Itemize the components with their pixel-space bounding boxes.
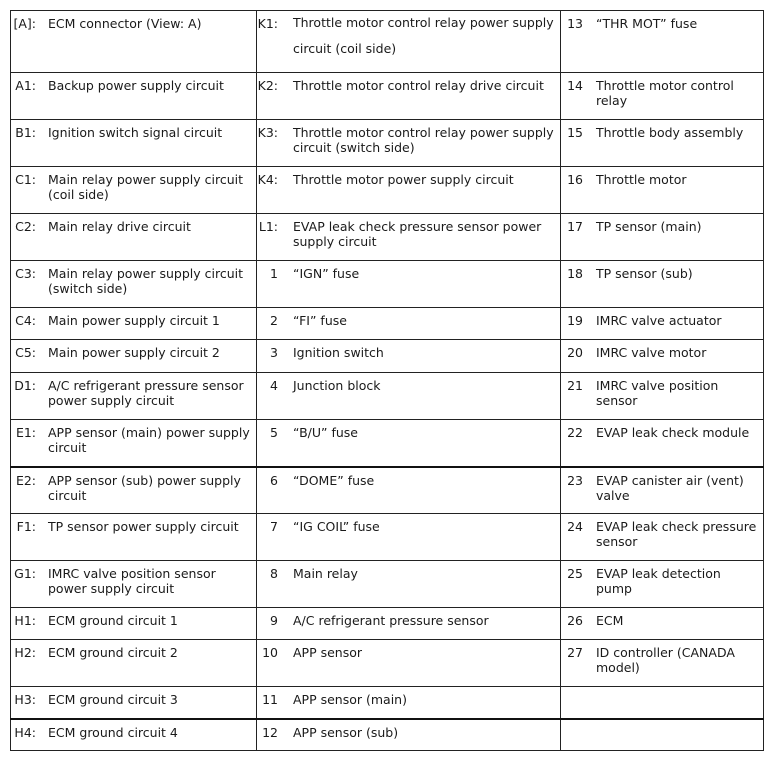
legend-code: H3: — [14, 692, 36, 707]
legend-description: Throttle body assembly — [596, 125, 744, 140]
legend-description: Backup power supply circuit — [48, 78, 224, 93]
legend-body — [11, 11, 764, 751]
legend-code: C3: — [15, 266, 36, 281]
legend-description: EVAP leak detection pump — [596, 566, 721, 596]
legend-code: E1: — [15, 425, 36, 440]
legend-cell — [11, 214, 257, 261]
legend-cell — [11, 120, 257, 167]
legend-description: APP sensor (main) power supply circuit — [48, 425, 250, 455]
legend-cell — [561, 308, 764, 340]
legend-code: L1: — [258, 219, 278, 234]
legend-description: Ignition switch — [293, 345, 384, 360]
legend-cell — [257, 261, 561, 308]
legend-cell — [561, 11, 764, 73]
legend-cell — [257, 514, 561, 561]
legend-code: K4: — [257, 172, 278, 187]
legend-code: 4 — [270, 378, 278, 393]
legend-cell — [561, 640, 764, 687]
legend-description: A/C refrigerant pressure sensor — [293, 613, 489, 628]
legend-code: 17 — [567, 219, 583, 234]
legend-code: 5 — [270, 425, 278, 440]
legend-code: G1: — [14, 566, 36, 581]
legend-cell — [257, 373, 561, 420]
legend-code: 23 — [567, 472, 583, 488]
legend-cell — [11, 167, 257, 214]
legend-code: C5: — [15, 345, 36, 360]
legend-cell — [11, 514, 257, 561]
legend-description: “IGN” fuse — [293, 266, 360, 281]
legend-cell — [11, 687, 257, 719]
legend-code: 15 — [567, 125, 583, 140]
legend-cell — [257, 467, 561, 514]
legend-description: Main relay — [293, 566, 358, 581]
legend-description: IMRC valve position sensor — [596, 378, 719, 408]
legend-code: K3: — [257, 125, 278, 140]
legend-cell — [257, 11, 561, 73]
legend-code: 3 — [270, 345, 278, 360]
legend-table — [10, 10, 764, 751]
legend-code: 20 — [567, 345, 583, 360]
legend-cell — [561, 340, 764, 373]
legend-code: 10 — [262, 645, 278, 660]
legend-description: TP sensor (sub) — [596, 266, 693, 281]
table-row — [11, 214, 764, 261]
legend-cell — [561, 687, 764, 719]
legend-code: 6 — [270, 472, 278, 488]
legend-cell — [257, 719, 561, 751]
legend-code: 18 — [567, 266, 583, 281]
table-row — [11, 719, 764, 751]
legend-code: E2: — [15, 472, 36, 488]
table-row — [11, 640, 764, 687]
legend-cell — [257, 561, 561, 608]
legend-description: ECM ground circuit 2 — [48, 645, 178, 660]
table-row — [11, 120, 764, 167]
legend-code: 14 — [567, 78, 583, 93]
legend-description: “DOME” fuse — [293, 472, 375, 488]
legend-description: Throttle motor power supply circuit — [293, 172, 514, 187]
legend-cell — [561, 73, 764, 120]
legend-cell — [561, 167, 764, 214]
legend-cell — [11, 640, 257, 687]
table-row — [11, 73, 764, 120]
legend-cell — [561, 214, 764, 261]
legend-description: Main relay power supply circuit (switch side) — [48, 266, 244, 296]
legend-description: ECM — [596, 613, 624, 628]
legend-code: 1 — [270, 266, 278, 281]
table-row — [11, 687, 764, 719]
legend-description: Throttle motor control relay drive circuit — [293, 78, 544, 93]
legend-code: 16 — [567, 172, 583, 187]
legend-description: ECM connector (View: A) — [48, 16, 202, 31]
legend-code: H4: — [14, 724, 36, 740]
legend-description: Junction block — [293, 378, 381, 393]
legend-description: “B/U” fuse — [293, 425, 359, 440]
table-row — [11, 373, 764, 420]
legend-cell — [11, 261, 257, 308]
legend-code: H1: — [14, 613, 36, 628]
legend-code: 19 — [567, 313, 583, 328]
legend-code: 11 — [262, 692, 278, 707]
legend-cell — [11, 420, 257, 467]
legend-cell — [11, 373, 257, 420]
table-row — [11, 11, 764, 73]
legend-description: EVAP leak check pressure sensor — [596, 519, 757, 549]
legend-description: ECM ground circuit 1 — [48, 613, 178, 628]
legend-cell — [257, 73, 561, 120]
legend-cell — [11, 73, 257, 120]
legend-cell — [257, 608, 561, 640]
legend-cell — [561, 261, 764, 308]
legend-cell — [561, 420, 764, 467]
legend-code: K2: — [257, 78, 278, 93]
legend-code: 27 — [567, 645, 583, 660]
table-row — [11, 308, 764, 340]
table-row — [11, 467, 764, 514]
legend-cell — [11, 467, 257, 514]
legend-cell — [11, 719, 257, 751]
legend-description: APP sensor — [293, 645, 363, 660]
legend-description: Throttle motor — [596, 172, 687, 187]
legend-code: B1: — [15, 125, 36, 140]
legend-cell — [561, 467, 764, 514]
legend-code: [A]: — [13, 16, 36, 31]
legend-cell — [257, 120, 561, 167]
legend-code: 24 — [567, 519, 583, 534]
legend-code: C4: — [15, 313, 36, 328]
legend-description: APP sensor (sub) — [293, 724, 399, 740]
legend-code: 25 — [567, 566, 583, 581]
legend-code: 9 — [270, 613, 278, 628]
legend-code: 13 — [567, 16, 583, 31]
table-row — [11, 340, 764, 373]
legend-description: Throttle motor control relay — [596, 78, 734, 108]
legend-description: EVAP leak check module — [596, 425, 750, 440]
legend-cell — [257, 214, 561, 261]
legend-description: “THR MOT” fuse — [596, 16, 698, 31]
legend-description: Ignition switch signal circuit — [48, 125, 223, 140]
legend-cell — [257, 167, 561, 214]
legend-description: APP sensor (sub) power supply circuit — [48, 472, 241, 503]
legend-code: A1: — [15, 78, 36, 93]
legend-cell — [561, 373, 764, 420]
legend-description: APP sensor (main) — [293, 692, 407, 707]
legend-cell — [257, 640, 561, 687]
legend-code: 22 — [567, 425, 583, 440]
table-row — [11, 608, 764, 640]
legend-code: K1: — [257, 16, 278, 31]
legend-code: C1: — [15, 172, 36, 187]
table-row — [11, 167, 764, 214]
legend-description: ID controller (CANADA model) — [596, 645, 735, 675]
legend-cell — [561, 608, 764, 640]
legend-cell — [11, 11, 257, 73]
legend-description: Main power supply circuit 2 — [48, 345, 220, 360]
legend-code: H2: — [14, 645, 36, 660]
legend-description: ECM ground circuit 3 — [48, 692, 178, 707]
legend-cell — [257, 420, 561, 467]
table-row — [11, 420, 764, 467]
legend-description: “FI” fuse — [293, 313, 347, 328]
legend-cell — [561, 561, 764, 608]
legend-cell — [561, 120, 764, 167]
legend-code: 7 — [270, 519, 278, 534]
legend-description: Throttle motor control relay power supply circuit (coil side) — [293, 15, 554, 56]
legend-cell — [257, 340, 561, 373]
legend-cell — [257, 687, 561, 719]
legend-cell — [257, 308, 561, 340]
legend-description: IMRC valve actuator — [596, 313, 722, 328]
table-row — [11, 514, 764, 561]
legend-description: ECM ground circuit 4 — [48, 724, 178, 740]
legend-description: A/C refrigerant pressure sensor power supply circuit — [48, 378, 244, 408]
legend-code: F1: — [16, 519, 36, 534]
legend-code: 26 — [567, 613, 583, 628]
legend-description: EVAP canister air (vent) valve — [596, 472, 744, 503]
legend-cell — [11, 340, 257, 373]
table-row — [11, 261, 764, 308]
legend-code: 2 — [270, 313, 278, 328]
legend-description: IMRC valve position sensor power supply circuit — [48, 566, 216, 596]
legend-cell — [561, 719, 764, 751]
legend-cell — [11, 308, 257, 340]
legend-description: Main relay drive circuit — [48, 219, 191, 234]
legend-code: 21 — [567, 378, 583, 393]
legend-description: IMRC valve motor — [596, 345, 707, 360]
legend-description: “IG COIL” fuse — [293, 519, 380, 534]
legend-cell — [11, 561, 257, 608]
table-row — [11, 561, 764, 608]
legend-cell — [11, 608, 257, 640]
legend-code: 12 — [262, 724, 278, 740]
legend-description: TP sensor (main) — [596, 219, 702, 234]
legend-code: D1: — [14, 378, 36, 393]
legend-description: Main relay power supply circuit (coil side) — [48, 172, 244, 202]
legend-description: Throttle motor control relay power supply circuit (switch side) — [293, 125, 554, 155]
legend-description: EVAP leak check pressure sensor power supply circuit — [293, 219, 542, 249]
legend-code: C2: — [15, 219, 36, 234]
legend-cell — [561, 514, 764, 561]
legend-description: Main power supply circuit 1 — [48, 313, 220, 328]
legend-code: 8 — [270, 566, 278, 581]
legend-description: TP sensor power supply circuit — [48, 519, 239, 534]
